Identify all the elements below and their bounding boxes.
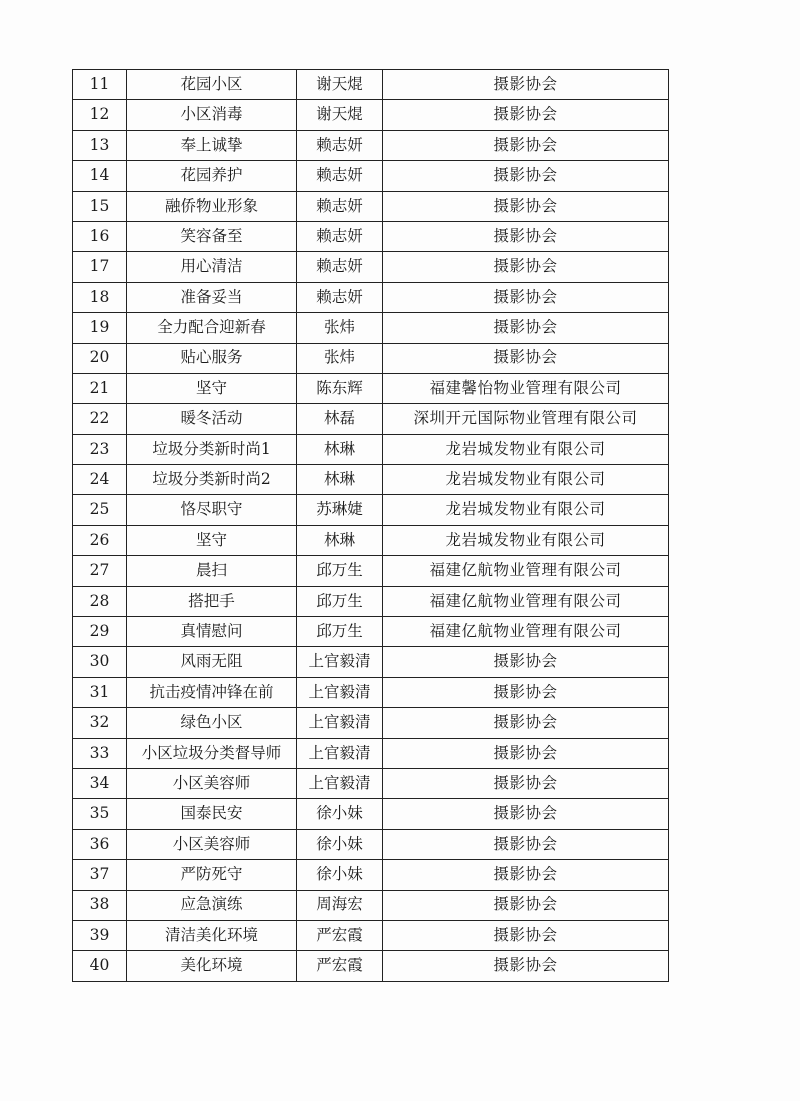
cell-unit: 摄影协会: [383, 221, 669, 251]
cell-author: 严宏霞: [297, 920, 383, 950]
cell-title: 坚守: [127, 525, 297, 555]
cell-unit: 摄影协会: [383, 130, 669, 160]
cell-title: 垃圾分类新时尚1: [127, 434, 297, 464]
cell-title: 笑容备至: [127, 221, 297, 251]
cell-unit: 摄影协会: [383, 860, 669, 890]
cell-author: 谢天焜: [297, 70, 383, 100]
cell-title: 花园养护: [127, 161, 297, 191]
cell-unit: 摄影协会: [383, 100, 669, 130]
cell-number: 28: [73, 586, 127, 616]
cell-author: 邱万生: [297, 556, 383, 586]
cell-number: 11: [73, 70, 127, 100]
cell-unit: 福建亿航物业管理有限公司: [383, 586, 669, 616]
table-row: [73, 677, 669, 707]
cell-number: 18: [73, 282, 127, 312]
table-row: [73, 799, 669, 829]
cell-title: 坚守: [127, 373, 297, 403]
table-row: [73, 920, 669, 950]
cell-author: 邱万生: [297, 617, 383, 647]
cell-title: 小区消毒: [127, 100, 297, 130]
cell-author: 张炜: [297, 343, 383, 373]
cell-title: 抗击疫情冲锋在前: [127, 677, 297, 707]
cell-number: 36: [73, 829, 127, 859]
cell-author: 邱万生: [297, 586, 383, 616]
cell-unit: 摄影协会: [383, 282, 669, 312]
cell-number: 27: [73, 556, 127, 586]
cell-title: 贴心服务: [127, 343, 297, 373]
cell-title: 恪尽职守: [127, 495, 297, 525]
table-row: [73, 70, 669, 100]
cell-number: 33: [73, 738, 127, 768]
cell-author: 林琳: [297, 525, 383, 555]
cell-number: 13: [73, 130, 127, 160]
cell-number: 40: [73, 951, 127, 981]
cell-unit: 龙岩城发物业有限公司: [383, 434, 669, 464]
cell-number: 21: [73, 373, 127, 403]
cell-title: 搭把手: [127, 586, 297, 616]
table-row: [73, 404, 669, 434]
cell-number: 23: [73, 434, 127, 464]
table-row: [73, 465, 669, 495]
cell-author: 徐小妹: [297, 860, 383, 890]
cell-number: 14: [73, 161, 127, 191]
cell-author: 上官毅清: [297, 647, 383, 677]
cell-author: 林磊: [297, 404, 383, 434]
cell-author: 苏琳婕: [297, 495, 383, 525]
cell-number: 22: [73, 404, 127, 434]
table-row: [73, 343, 669, 373]
cell-title: 国泰民安: [127, 799, 297, 829]
cell-unit: 摄影协会: [383, 191, 669, 221]
cell-unit: 龙岩城发物业有限公司: [383, 525, 669, 555]
cell-author: 周海宏: [297, 890, 383, 920]
cell-title: 融侨物业形象: [127, 191, 297, 221]
table-row: [73, 313, 669, 343]
cell-number: 37: [73, 860, 127, 890]
cell-unit: 龙岩城发物业有限公司: [383, 495, 669, 525]
cell-author: 上官毅清: [297, 768, 383, 798]
table-row: [73, 495, 669, 525]
cell-unit: 摄影协会: [383, 951, 669, 981]
cell-unit: 摄影协会: [383, 70, 669, 100]
table-row: [73, 860, 669, 890]
cell-author: 赖志妍: [297, 252, 383, 282]
cell-title: 严防死守: [127, 860, 297, 890]
cell-number: 20: [73, 343, 127, 373]
cell-author: 赖志妍: [297, 130, 383, 160]
cell-unit: 福建亿航物业管理有限公司: [383, 617, 669, 647]
cell-unit: 福建馨怡物业管理有限公司: [383, 373, 669, 403]
table-row: [73, 951, 669, 981]
cell-number: 29: [73, 617, 127, 647]
cell-unit: 摄影协会: [383, 343, 669, 373]
table-row: [73, 221, 669, 251]
cell-unit: 摄影协会: [383, 738, 669, 768]
cell-author: 赖志妍: [297, 221, 383, 251]
table-row: [73, 556, 669, 586]
table-row: [73, 161, 669, 191]
table-row: [73, 130, 669, 160]
cell-author: 林琳: [297, 465, 383, 495]
table-row: [73, 252, 669, 282]
cell-unit: 摄影协会: [383, 313, 669, 343]
cell-author: 上官毅清: [297, 708, 383, 738]
cell-title: 真情慰问: [127, 617, 297, 647]
cell-number: 26: [73, 525, 127, 555]
cell-title: 用心清洁: [127, 252, 297, 282]
cell-number: 31: [73, 677, 127, 707]
cell-unit: 深圳开元国际物业管理有限公司: [383, 404, 669, 434]
cell-unit: 龙岩城发物业有限公司: [383, 465, 669, 495]
cell-title: 小区美容师: [127, 768, 297, 798]
cell-title: 奉上诚挚: [127, 130, 297, 160]
cell-title: 清洁美化环境: [127, 920, 297, 950]
cell-number: 24: [73, 465, 127, 495]
table-row: [73, 282, 669, 312]
cell-title: 风雨无阻: [127, 647, 297, 677]
cell-author: 上官毅清: [297, 738, 383, 768]
table-row: [73, 829, 669, 859]
cell-author: 严宏霞: [297, 951, 383, 981]
entries-table: [72, 69, 669, 982]
cell-unit: 摄影协会: [383, 252, 669, 282]
cell-number: 35: [73, 799, 127, 829]
cell-number: 39: [73, 920, 127, 950]
table-row: [73, 100, 669, 130]
cell-unit: 摄影协会: [383, 829, 669, 859]
cell-author: 陈东辉: [297, 373, 383, 403]
cell-author: 张炜: [297, 313, 383, 343]
table-row: [73, 586, 669, 616]
cell-title: 小区美容师: [127, 829, 297, 859]
cell-number: 34: [73, 768, 127, 798]
table-row: [73, 191, 669, 221]
cell-author: 林琳: [297, 434, 383, 464]
cell-unit: 摄影协会: [383, 677, 669, 707]
table-row: [73, 768, 669, 798]
table-row: [73, 617, 669, 647]
cell-author: 赖志妍: [297, 191, 383, 221]
cell-number: 17: [73, 252, 127, 282]
table-row: [73, 708, 669, 738]
cell-author: 上官毅清: [297, 677, 383, 707]
table-row: [73, 434, 669, 464]
cell-number: 25: [73, 495, 127, 525]
cell-author: 赖志妍: [297, 282, 383, 312]
cell-unit: 福建亿航物业管理有限公司: [383, 556, 669, 586]
cell-number: 19: [73, 313, 127, 343]
cell-unit: 摄影协会: [383, 799, 669, 829]
cell-unit: 摄影协会: [383, 708, 669, 738]
cell-title: 全力配合迎新春: [127, 313, 297, 343]
table-row: [73, 890, 669, 920]
cell-unit: 摄影协会: [383, 647, 669, 677]
cell-number: 15: [73, 191, 127, 221]
cell-unit: 摄影协会: [383, 920, 669, 950]
cell-number: 38: [73, 890, 127, 920]
table-row: [73, 647, 669, 677]
cell-title: 暖冬活动: [127, 404, 297, 434]
cell-title: 应急演练: [127, 890, 297, 920]
cell-number: 12: [73, 100, 127, 130]
table-row: [73, 373, 669, 403]
cell-author: 谢天焜: [297, 100, 383, 130]
cell-unit: 摄影协会: [383, 890, 669, 920]
cell-unit: 摄影协会: [383, 768, 669, 798]
cell-title: 绿色小区: [127, 708, 297, 738]
cell-number: 30: [73, 647, 127, 677]
cell-title: 准备妥当: [127, 282, 297, 312]
cell-author: 徐小妹: [297, 799, 383, 829]
cell-author: 徐小妹: [297, 829, 383, 859]
cell-title: 小区垃圾分类督导师: [127, 738, 297, 768]
cell-title: 垃圾分类新时尚2: [127, 465, 297, 495]
table-row: [73, 525, 669, 555]
cell-title: 花园小区: [127, 70, 297, 100]
cell-title: 晨扫: [127, 556, 297, 586]
table-body: [73, 70, 669, 982]
cell-number: 32: [73, 708, 127, 738]
table-row: [73, 738, 669, 768]
cell-title: 美化环境: [127, 951, 297, 981]
cell-author: 赖志妍: [297, 161, 383, 191]
cell-number: 16: [73, 221, 127, 251]
cell-unit: 摄影协会: [383, 161, 669, 191]
